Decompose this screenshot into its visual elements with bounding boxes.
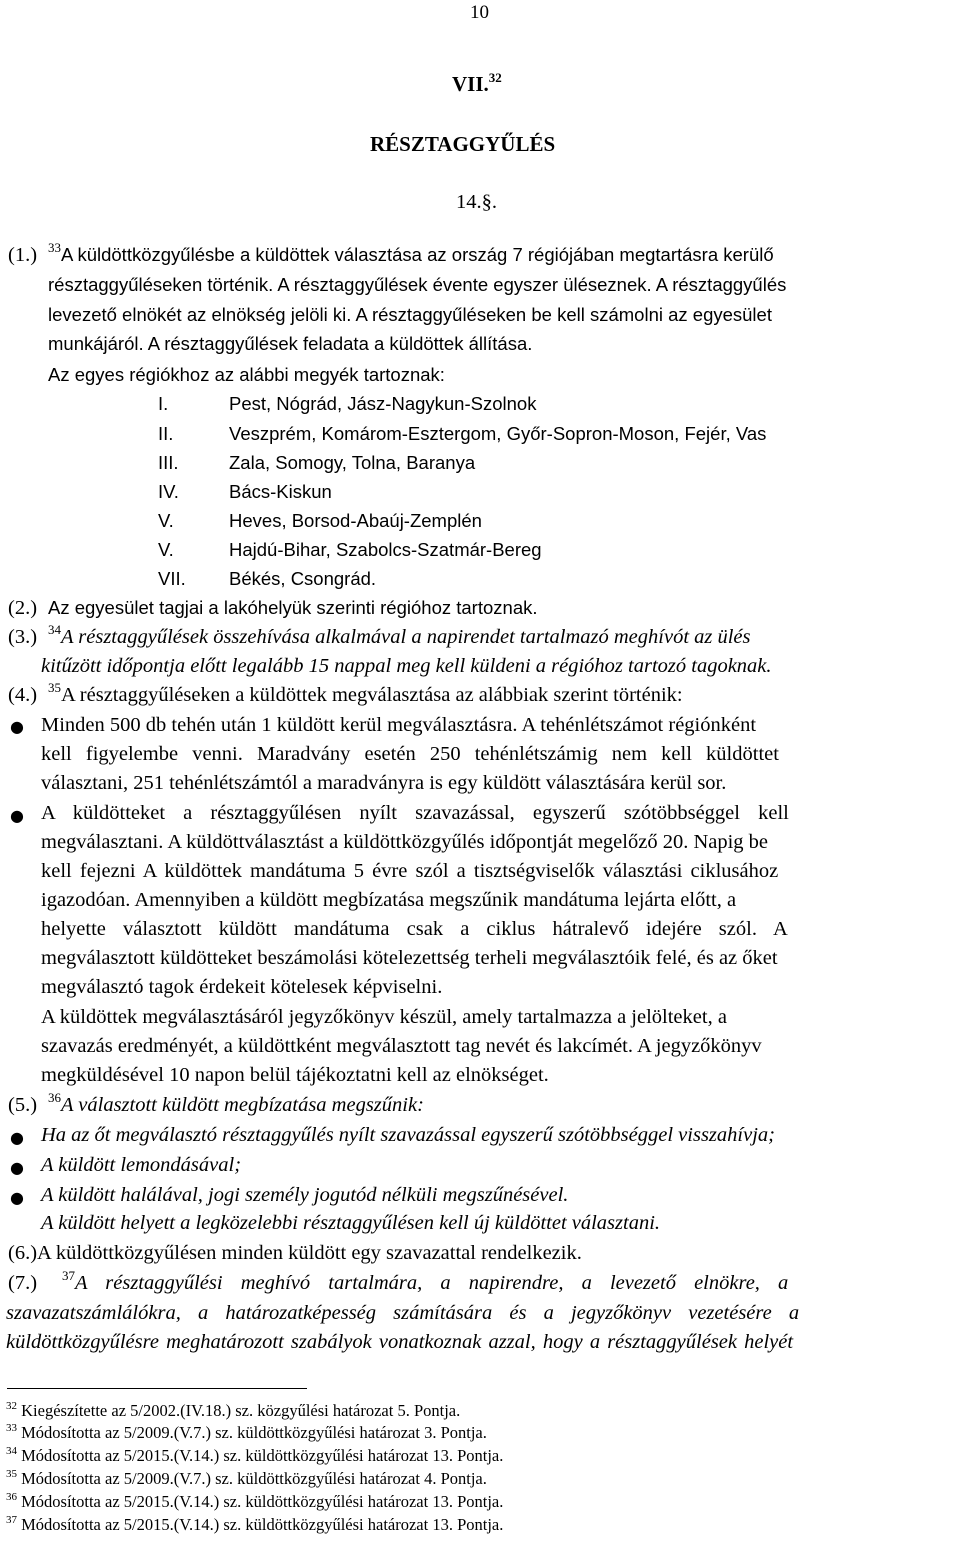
footnote: $^{35}$ Módosította az 5/2009.(V.7.) sz. küldöttközgyűlési határozat 4. Pontja. (6, 1468, 487, 1488)
region-name: Hajdú-Bihar, Szabolcs-Szatmár-Bereg (229, 539, 542, 560)
bullet-icon: ● (10, 806, 24, 825)
bullet-2-line-7: megválasztó tagok érdekeit kötelesek képviselni. (41, 976, 443, 998)
bullet-2-line-1: A küldötteket a résztaggyűlésen nyílt szavazással, egyszerű szótöbbséggel kell (41, 802, 789, 824)
bullet-item: A küldött halálával, jogi személy jogutód nélküli megszűnésével. (41, 1184, 569, 1206)
paragraph-5-after: A küldött helyett a legközelebbi résztaggyűlésen kell új küldöttet választani. (41, 1212, 661, 1234)
region-name: Bács-Kiskun (229, 481, 332, 502)
region-number: V. (158, 510, 174, 531)
bullet-2-line-3: kell fejezni A küldöttek mandátuma 5 évre szól a tisztségviselők választási ciklusához (41, 860, 779, 882)
bullet-2-line-6: megválasztott küldötteket beszámolási kötelezettség terheli megválasztóik felé, és az őket (41, 947, 778, 969)
bullet-1-line-1: Minden 500 db tehén után 1 küldött kerül megválasztásra. A tehénlétszámot régiónként (41, 714, 757, 736)
footnote-ref-32: 32 (488, 70, 502, 85)
paragraph-7-line-2: szavazatszámlálókra, a határozatképesség számítására és a jegyzőkönyv vezetésére a (6, 1302, 800, 1324)
section-number: 14.§. (456, 191, 497, 213)
paragraph-1-line-1: $^{33}$A küldöttközgyűlésbe a küldöttek választása az ország 7 régiójában megtartásra kerülő (48, 240, 774, 265)
footnote: $^{36}$ Módosította az 5/2015.(V.14.) sz. küldöttközgyűlési határozat 13. Pontja. (6, 1491, 504, 1511)
page-number: 10 (470, 2, 489, 23)
chapter-title: RÉSZTAGGYŰLÉS (370, 132, 556, 156)
paragraph-4-intro: $^{35}$A résztaggyűléseken a küldöttek megválasztása az alábbiak szerint történik: (48, 680, 683, 706)
bullet-icon: ● (10, 1158, 24, 1177)
footnote: $^{33}$ Módosította az 5/2009.(V.7.) sz. küldöttközgyűlési határozat 3. Pontja. (6, 1422, 487, 1442)
footnote: $^{37}$ Módosította az 5/2015.(V.14.) sz. küldöttközgyűlési határozat 13. Pontja. (6, 1514, 504, 1534)
paragraph-2-text: Az egyesület tagjai a lakóhelyük szerinti régióhoz tartoznak. (48, 597, 538, 618)
paragraph-4-number: (4.) (8, 684, 38, 706)
paragraph-3-line-2: kitűzött időpontja előtt legalább 15 nappal meg kell küldeni a régióhoz tartozó tagoknak. (41, 655, 772, 677)
region-number: I. (158, 393, 169, 414)
footnote-ref-33: 33 (48, 240, 61, 255)
paragraph-7-line-3: küldöttközgyűlésre meghatározott szabályok vonatkoznak azzal, hogy a résztaggyűlések helyét (6, 1331, 794, 1353)
paragraph-3-number: (3.) (8, 626, 38, 648)
paragraph-7-line-1: $^{37}$A résztaggyűlési meghívó tartalmára, a napirendre, a levezető elnökre, a (62, 1268, 789, 1294)
paragraph-1-line-4: munkájáról. A résztaggyűlések feladata a küldöttek állítása. (48, 333, 533, 354)
bullet-icon: ● (10, 1128, 24, 1147)
paragraph-1-line-5: Az egyes régiókhoz az alábbi megyék tartoznak: (48, 364, 445, 385)
paragraph-5-number: (5.) (8, 1094, 38, 1116)
chapter-number (452, 72, 502, 97)
paragraph-3-line-1: $^{34}$A résztaggyűlések összehívása alkalmával a napirendet tartalmazó meghívót az ülés (48, 622, 751, 648)
paragraph-1-line-3: levezető elnökét az elnökség jelöli ki. A résztaggyűléseken be kell számolni az egyesület (48, 304, 772, 325)
paragraph-1-number: (1.) (8, 244, 38, 266)
region-name: Veszprém, Komárom-Esztergom, Győr-Sopron-Moson, Fejér, Vas (229, 423, 767, 444)
region-number: VII. (158, 568, 186, 589)
region-name: Zala, Somogy, Tolna, Baranya (229, 452, 476, 473)
region-number: V. (158, 539, 174, 560)
footnote: $^{32}$ Kiegészítette az 5/2002.(IV.18.) sz. közgyűlési határozat 5. Pontja. (6, 1400, 461, 1420)
paragraph-7-number: (7.) (8, 1272, 38, 1294)
footnote-ref-36: 36 (48, 1090, 61, 1105)
region-name: Békés, Csongrád. (229, 568, 377, 589)
bullet-2-line-4: igazodóan. Amennyiben a küldött megbízatása megszűnik mandátuma lejárta előtt, a (41, 889, 737, 911)
bullet-1-line-2: kell figyelembe venni. Maradvány esetén 250 tehénlétszámig nem kell küldöttet (41, 743, 779, 765)
bullet-item: A küldött lemondásával; (41, 1154, 242, 1176)
region-number: IV. (158, 481, 179, 502)
paragraph-2-number: (2.) (8, 597, 38, 619)
footnote-separator (7, 1388, 307, 1389)
bullet-1-line-3: választani, 251 tehénlétszámtól a maradványra is egy küldött választására kerül sor. (41, 772, 727, 794)
bullet-icon: ● (10, 1188, 24, 1207)
footnote-ref-34: 34 (48, 622, 61, 637)
footnote-ref-37: 37 (62, 1268, 75, 1283)
paragraph-6: (6.)A küldöttközgyűlésen minden küldött egy szavazattal rendelkezik. (8, 1242, 582, 1264)
footnote: $^{34}$ Módosította az 5/2015.(V.14.) sz. küldöttközgyűlési határozat 13. Pontja. (6, 1445, 504, 1465)
paragraph-5-intro: $^{36}$A választott küldött megbízatása megszűnik: (48, 1090, 424, 1116)
region-name: Heves, Borsod-Abaúj-Zemplén (229, 510, 482, 531)
bullet-2-line-5: helyette választott küldött mandátuma csak a ciklus hátralevő idejére szól. A (41, 918, 788, 940)
bullet-2-line-2: megválasztani. A küldöttválasztást a küldöttközgyűlés időpontját megelőző 20. Napig be (41, 831, 769, 853)
bullet-icon: ● (10, 717, 24, 736)
region-number: III. (158, 452, 179, 473)
bullet-item: Ha az őt megválasztó résztaggyűlés nyílt szavazással egyszerű szótöbbséggel visszahívja; (41, 1124, 775, 1146)
footnote-ref-35: 35 (48, 680, 61, 695)
paragraph-4-after-line-2: szavazás eredményét, a küldöttként megválasztott tag nevét és lakcímét. A jegyzőkönyv (41, 1035, 762, 1057)
paragraph-4-after-line-1: A küldöttek megválasztásáról jegyzőkönyv készül, amely tartalmazza a jelölteket, a (41, 1006, 727, 1028)
chapter-roman: VII. (452, 72, 489, 96)
region-name: Pest, Nógrád, Jász-Nagykun-Szolnok (229, 393, 537, 414)
region-number: II. (158, 423, 174, 444)
paragraph-1-line-2: résztaggyűléseken történik. A résztaggyűlések évente egyszer üléseznek. A résztaggyűlés (48, 274, 787, 295)
paragraph-4-after-line-3: megküldésével 10 napon belül tájékoztatni kell az elnökséget. (41, 1064, 549, 1086)
